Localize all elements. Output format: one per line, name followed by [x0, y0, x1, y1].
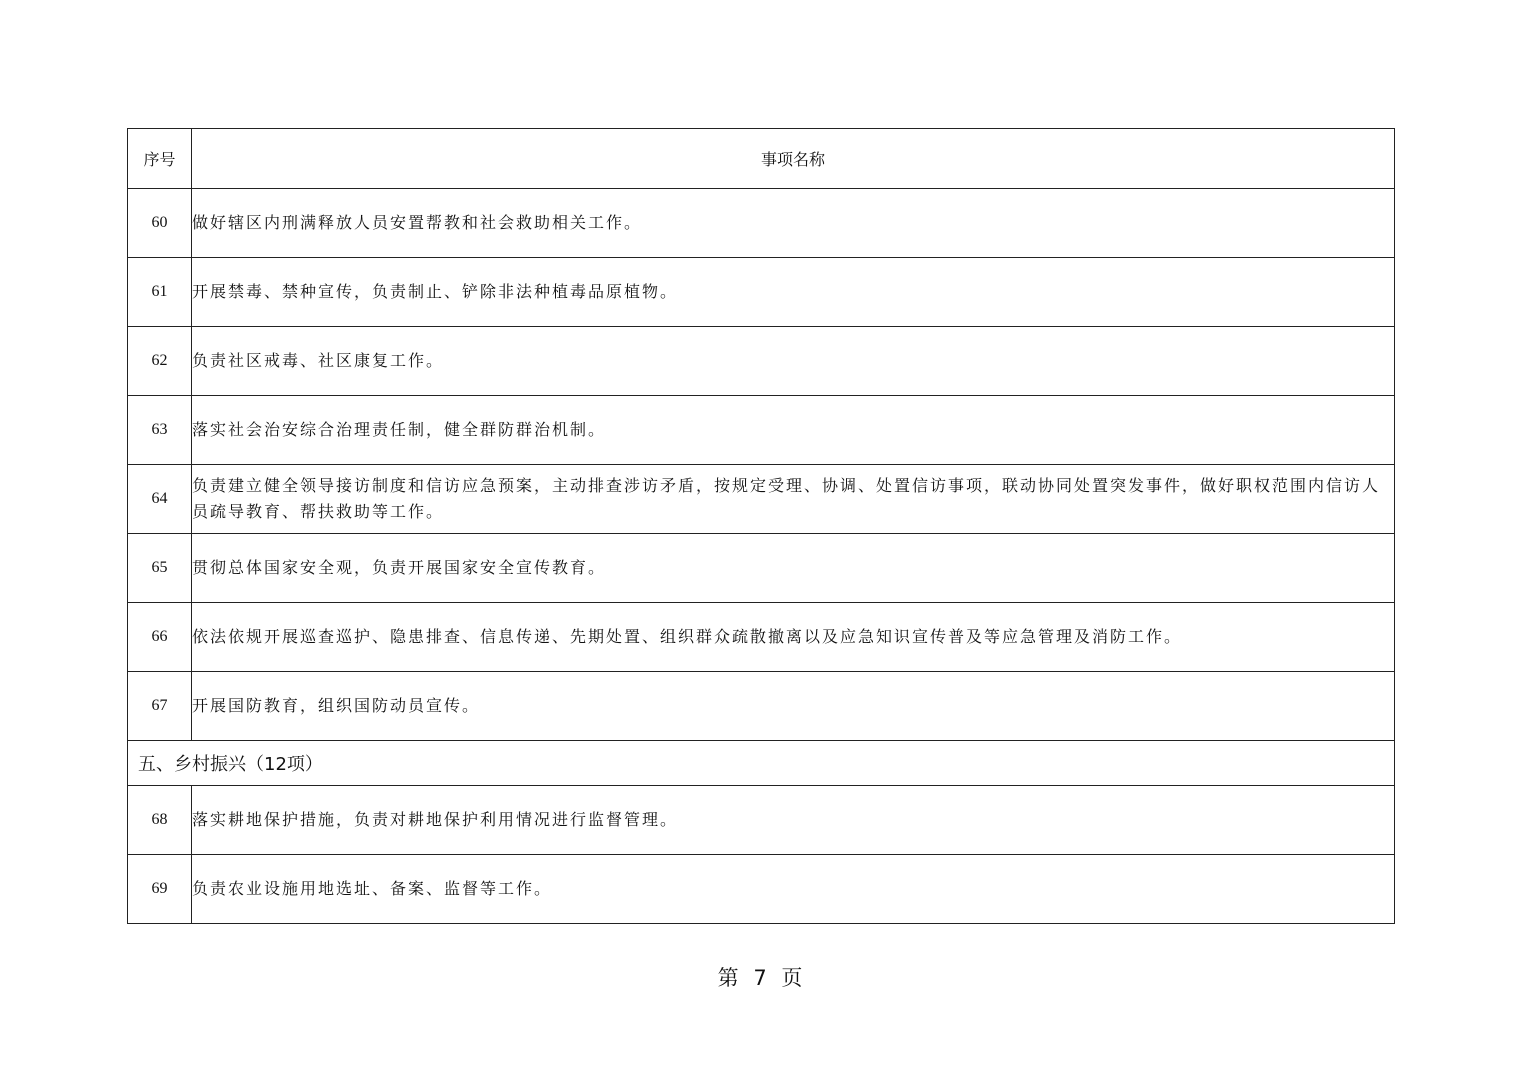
- table-row: [128, 258, 1395, 327]
- page-prefix: 第: [717, 966, 739, 990]
- row-number: 64: [128, 465, 192, 534]
- page-suffix: 页: [781, 966, 803, 990]
- row-text: 负责社区戒毒、社区康复工作。: [192, 327, 1395, 396]
- table-header-row: [128, 129, 1395, 189]
- row-number: 68: [128, 786, 192, 855]
- row-text: 做好辖区内刑满释放人员安置帮教和社会救助相关工作。: [192, 189, 1395, 258]
- table-row: [128, 465, 1395, 534]
- row-text: 贯彻总体国家安全观，负责开展国家安全宣传教育。: [192, 534, 1395, 603]
- row-number: 63: [128, 396, 192, 465]
- row-number: 66: [128, 603, 192, 672]
- row-text: 负责建立健全领导接访制度和信访应急预案，主动排查涉访矛盾，按规定受理、协调、处置信访事项，联动协同处置突发事件，做好职权范围内信访人员疏导教育、帮扶救助等工作。: [192, 465, 1395, 534]
- row-text: 负责农业设施用地选址、备案、监督等工作。: [192, 855, 1395, 924]
- row-number: 67: [128, 672, 192, 741]
- row-number: 69: [128, 855, 192, 924]
- table-row: [128, 327, 1395, 396]
- page-number: 7: [753, 966, 767, 990]
- table-row: [128, 672, 1395, 741]
- row-text: 落实社会治安综合治理责任制，健全群防群治机制。: [192, 396, 1395, 465]
- header-number: 序号: [128, 129, 192, 189]
- row-number: 61: [128, 258, 192, 327]
- row-text: 落实耕地保护措施，负责对耕地保护利用情况进行监督管理。: [192, 786, 1395, 855]
- table-row: [128, 786, 1395, 855]
- page-footer: [0, 962, 1520, 992]
- row-text: 开展禁毒、禁种宣传，负责制止、铲除非法种植毒品原植物。: [192, 258, 1395, 327]
- table-row: [128, 534, 1395, 603]
- table-row: [128, 189, 1395, 258]
- table-row: [128, 396, 1395, 465]
- row-number: 65: [128, 534, 192, 603]
- row-number: 62: [128, 327, 192, 396]
- section-heading-row: [128, 741, 1395, 786]
- header-item-name: 事项名称: [192, 129, 1395, 189]
- row-text: 依法依规开展巡查巡护、隐患排查、信息传递、先期处置、组织群众疏散撤离以及应急知识宣传普及等应急管理及消防工作。: [192, 603, 1395, 672]
- table-row: [128, 855, 1395, 924]
- section-heading: 五、乡村振兴（12项）: [128, 741, 1395, 786]
- duty-items-table: [127, 128, 1395, 924]
- row-number: 60: [128, 189, 192, 258]
- table-row: [128, 603, 1395, 672]
- row-text: 开展国防教育，组织国防动员宣传。: [192, 672, 1395, 741]
